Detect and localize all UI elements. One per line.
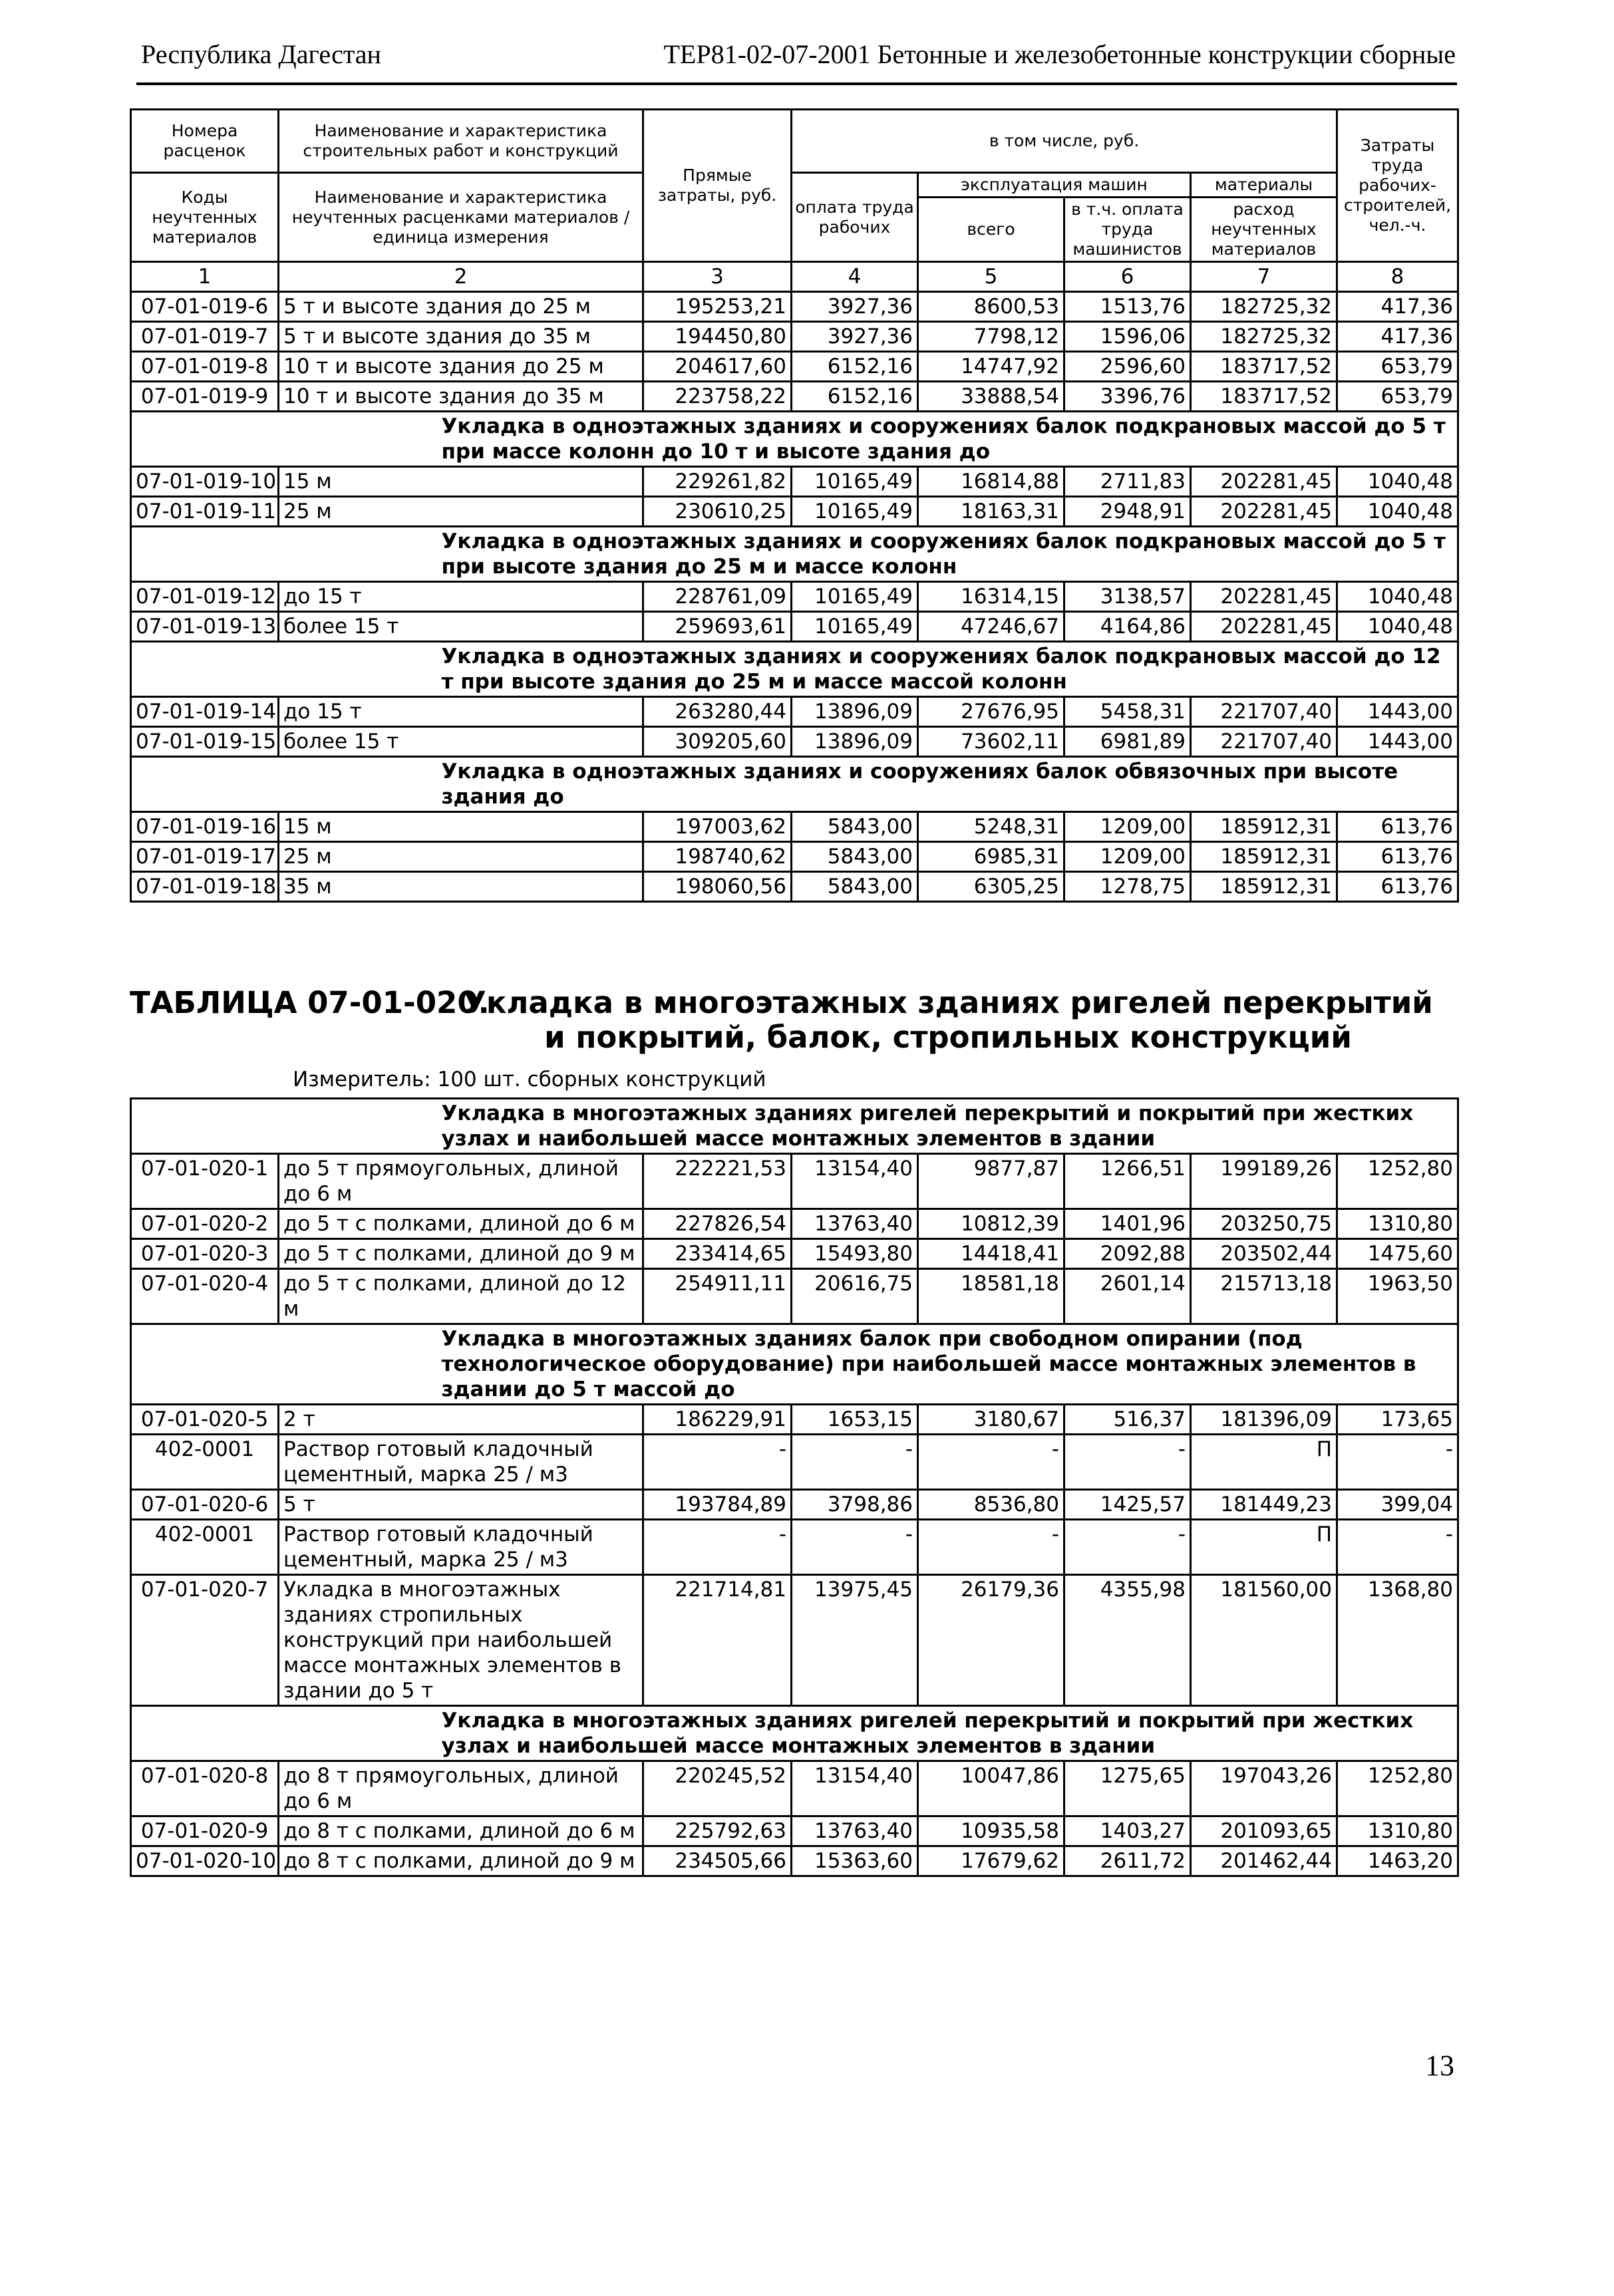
table-cell: 1596,06 [1064,322,1191,352]
table-cell: 1278,75 [1064,872,1191,902]
table-cell: 5 т и высоте здания до 25 м [279,292,643,322]
table-cell: 181396,09 [1191,1405,1337,1435]
section-heading-row [131,1324,1458,1405]
table-cell: 14747,92 [918,352,1064,382]
table-row [131,1405,1458,1435]
table-cell: 4355,98 [1064,1575,1191,1706]
table-cell: 2 т [279,1405,643,1435]
table-cell [131,642,279,697]
table-label: ТАБЛИЦА 07-01-020. [130,985,490,1020]
table-cell: 16314,15 [918,582,1064,612]
table-row [131,872,1458,902]
table-cell: 1368,80 [1337,1575,1458,1706]
table-cell: 5843,00 [792,842,918,872]
table-row [131,292,1458,322]
table-row [131,322,1458,352]
table-cell: более 15 т [279,612,643,642]
table-row [131,1520,1458,1575]
table-cell: 181560,00 [1191,1575,1337,1706]
table-cell: 182725,32 [1191,322,1337,352]
table-cell: 263280,44 [643,697,792,727]
table-cell: - [1337,1520,1458,1575]
table-cell: 25 м [279,497,643,527]
table-cell: 417,36 [1337,292,1458,322]
table-cell: 10165,49 [792,612,918,642]
table-row [131,1490,1458,1520]
table-cell: 3 [643,262,792,292]
table-cell: 399,04 [1337,1490,1458,1520]
table-cell: 6152,16 [792,382,918,412]
table-cell: 185912,31 [1191,842,1337,872]
table-cell: 194450,80 [643,322,792,352]
table-cell: материалы [1191,173,1337,198]
header-divider [136,82,1457,85]
table-cell: 07-01-019-11 [131,497,279,527]
table-cell: 3180,67 [918,1405,1064,1435]
table-cell: 27676,95 [918,697,1064,727]
table-cell: 1252,80 [1337,1154,1458,1209]
header-row [131,110,1458,173]
table-cell: 07-01-020-1 [131,1154,279,1209]
table-cell: П [1191,1520,1337,1575]
table-cell: Укладка в многоэтажных зданиях стропильных конструкций при наибольшей массе монтажных элементов в здании до 5 т [279,1575,643,1706]
table-cell: 193784,89 [643,1490,792,1520]
table-cell: - [643,1435,792,1490]
table-cell: 198740,62 [643,842,792,872]
table-cell: 1475,60 [1337,1239,1458,1269]
table-cell: 613,76 [1337,842,1458,872]
table-cell: 198060,56 [643,872,792,902]
table-row [131,582,1458,612]
table-cell: 1401,96 [1064,1209,1191,1239]
table-cell: 07-01-020-6 [131,1490,279,1520]
section-heading-row [131,642,1458,697]
table-cell: 15 м [279,812,643,842]
table-row [131,812,1458,842]
table-cell: 1310,80 [1337,1209,1458,1239]
table-cell: 07-01-019-17 [131,842,279,872]
table-cell [131,412,279,467]
table-cell: 10812,39 [918,1209,1064,1239]
table-cell: 07-01-019-6 [131,292,279,322]
table-cell: 3396,76 [1064,382,1191,412]
table-cell: 2948,91 [1064,497,1191,527]
table-cell: 07-01-019-9 [131,382,279,412]
table-cell: 1275,65 [1064,1761,1191,1816]
table-cell: 5458,31 [1064,697,1191,727]
table-cell: 33888,54 [918,382,1064,412]
table-cell: 202281,45 [1191,582,1337,612]
header-row [131,173,1458,198]
header-region: Республика Дагестан [141,39,381,69]
table-cell: 13975,45 [792,1575,918,1706]
table-cell: Раствор готовый кладочный цементный, марка 25 / м3 [279,1435,643,1490]
table-cell: 1040,48 [1337,497,1458,527]
table-cell: 2 [279,262,643,292]
header-document-title: ТЕР81-02-07-2001 Бетонные и железобетонные конструкции сборные [663,39,1456,69]
table-cell: 47246,67 [918,612,1064,642]
table-cell: Номера расценок [131,110,279,173]
table-cell: 8600,53 [918,292,1064,322]
table-cell [131,1324,279,1405]
table-cell: 183717,52 [1191,352,1337,382]
table-cell: 220245,52 [643,1761,792,1816]
table-cell: 10047,86 [918,1761,1064,1816]
table-cell: 5 т [279,1490,643,1520]
table-cell: Затраты труда рабочих-строителей, чел.-ч. [1337,110,1458,262]
table-cell: 07-01-019-13 [131,612,279,642]
table-cell: 15363,60 [792,1846,918,1876]
page-number: 13 [1425,2049,1454,2082]
measure-unit: Измеритель: 100 шт. сборных конструкций [293,1068,766,1091]
table-cell: 18163,31 [918,497,1064,527]
section-heading-row [131,757,1458,812]
table-cell: 227826,54 [643,1209,792,1239]
table-cell: 07-01-019-12 [131,582,279,612]
table-cell: 234505,66 [643,1846,792,1876]
table-cell: 07-01-019-10 [131,467,279,497]
table-cell [131,757,279,812]
table-row [131,1209,1458,1239]
table-cell: 613,76 [1337,812,1458,842]
section-heading-row [131,1706,1458,1761]
table-cell: 613,76 [1337,872,1458,902]
table-cell: 3927,36 [792,292,918,322]
table-cell: до 5 т с полками, длиной до 6 м [279,1209,643,1239]
table-cell: 222221,53 [643,1154,792,1209]
table-cell: расход неучтенных материалов [1191,198,1337,262]
table-cell: Прямые затраты, руб. [643,110,792,262]
table-cell: 1443,00 [1337,727,1458,757]
table-cell: 07-01-019-15 [131,727,279,757]
table-cell: 221714,81 [643,1575,792,1706]
table-cell: 4 [792,262,918,292]
table-cell: 13896,09 [792,697,918,727]
section-heading: Укладка в многоэтажных зданиях ригелей перекрытий и покрытий при жестких узлах и наибольшей массе монтажных элементов в здании [279,1099,1458,1154]
table-cell: до 8 т прямоугольных, длиной до 6 м [279,1761,643,1816]
table-cell: 7798,12 [918,322,1064,352]
table-cell: 221707,40 [1191,727,1337,757]
table-cell: 1040,48 [1337,582,1458,612]
table-title: Укладка в многоэтажных зданиях ригелей перекрытий и покрытий, балок, стропильных конструкций [463,985,1433,1055]
table-cell: 2601,14 [1064,1269,1191,1324]
table-cell: 1040,48 [1337,612,1458,642]
table-row [131,1239,1458,1269]
table-cell: 07-01-020-2 [131,1209,279,1239]
table-cell: 5843,00 [792,872,918,902]
table-cell: 202281,45 [1191,612,1337,642]
table-cell: 6981,89 [1064,727,1191,757]
table-row [131,1816,1458,1846]
table-row [131,382,1458,412]
table-cell: 25 м [279,842,643,872]
table-cell: 1310,80 [1337,1816,1458,1846]
table-cell: в т.ч. оплата труда машинистов [1064,198,1191,262]
table-cell: 402-0001 [131,1435,279,1490]
section-heading: Укладка в одноэтажных зданиях и сооружениях балок обвязочных при высоте здания до [279,757,1458,812]
table-cell: 15 м [279,467,643,497]
table-cell: 221707,40 [1191,697,1337,727]
table-cell: 2711,83 [1064,467,1191,497]
table-cell: 07-01-019-7 [131,322,279,352]
table-cell: до 5 т прямоугольных, длиной до 6 м [279,1154,643,1209]
table-cell: до 8 т с полками, длиной до 9 м [279,1846,643,1876]
table-cell: 3798,86 [792,1490,918,1520]
table-row [131,697,1458,727]
table-cell: 183717,52 [1191,382,1337,412]
table-cell: - [1064,1435,1191,1490]
table-cell: 07-01-019-8 [131,352,279,382]
table-cell: 07-01-020-5 [131,1405,279,1435]
table-cell: 1040,48 [1337,467,1458,497]
section-heading: Укладка в одноэтажных зданиях и сооружениях балок подкрановых массой до 5 т при массе колонн до 10 т и высоте здания до [279,412,1458,467]
table-row [131,352,1458,382]
table-cell: 203250,75 [1191,1209,1337,1239]
section-heading: Укладка в одноэтажных зданиях и сооружениях балок подкрановых массой до 5 т при высоте здания до 25 м и массе колонн [279,527,1458,582]
table-cell: 1 [131,262,279,292]
section-heading-row [131,1099,1458,1154]
rates-table-019 [130,108,1459,903]
table-cell: 07-01-019-16 [131,812,279,842]
table-cell: Наименование и характеристика строительных работ и конструкций [279,110,643,173]
table-cell: 259693,61 [643,612,792,642]
table-cell: - [1337,1435,1458,1490]
table-cell: 07-01-019-18 [131,872,279,902]
table-cell: 1266,51 [1064,1154,1191,1209]
table-cell: 417,36 [1337,322,1458,352]
table-cell: Наименование и характеристика неучтенных расценками материалов / единица измерения [279,173,643,262]
table-cell: 653,79 [1337,352,1458,382]
table-cell: 1209,00 [1064,812,1191,842]
table-cell: 20616,75 [792,1269,918,1324]
table-cell: 182725,32 [1191,292,1337,322]
table-row [131,467,1458,497]
table-cell: 402-0001 [131,1520,279,1575]
table-cell: 228761,09 [643,582,792,612]
table-cell: 229261,82 [643,467,792,497]
table-cell: 309205,60 [643,727,792,757]
table-cell: 197043,26 [1191,1761,1337,1816]
table-cell: 233414,65 [643,1239,792,1269]
table-cell: 185912,31 [1191,872,1337,902]
table-cell: 199189,26 [1191,1154,1337,1209]
table-cell: 223758,22 [643,382,792,412]
table-cell: эксплуатация машин [918,173,1191,198]
table-row [131,1575,1458,1706]
table-cell: 6152,16 [792,352,918,382]
table-cell: всего [918,198,1064,262]
table-cell: 186229,91 [643,1405,792,1435]
table-cell: 2596,60 [1064,352,1191,382]
table-cell: 195253,21 [643,292,792,322]
table-row [131,1846,1458,1876]
table-cell: 07-01-020-9 [131,1816,279,1846]
table-cell: 5 т и высоте здания до 35 м [279,322,643,352]
section-heading: Укладка в многоэтажных зданиях балок при свободном опирании (под технологическое оборудование) при наибольшей массе монтажных элементов в здании до 5 т массой до [279,1324,1458,1405]
table-cell: 13896,09 [792,727,918,757]
table-cell: 5248,31 [918,812,1064,842]
table-cell: 204617,60 [643,352,792,382]
table-cell: 3927,36 [792,322,918,352]
table-cell: 201462,44 [1191,1846,1337,1876]
table-cell: 10 т и высоте здания до 25 м [279,352,643,382]
table-cell: 73602,11 [918,727,1064,757]
table-cell: 10935,58 [918,1816,1064,1846]
table-cell: оплата труда рабочих [792,173,918,262]
table-cell: - [1064,1520,1191,1575]
table-cell: 5 [918,262,1064,292]
table-cell: до 15 т [279,697,643,727]
table-cell: 17679,62 [918,1846,1064,1876]
table-row [131,1154,1458,1209]
table-cell: 173,65 [1337,1405,1458,1435]
table-cell: 07-01-020-4 [131,1269,279,1324]
table-cell: 1252,80 [1337,1761,1458,1816]
table-cell: 13154,40 [792,1154,918,1209]
table-cell: 10165,49 [792,582,918,612]
table-cell: 07-01-019-14 [131,697,279,727]
table-cell: П [1191,1435,1337,1490]
table-cell: 1513,76 [1064,292,1191,322]
table-cell: 26179,36 [918,1575,1064,1706]
table-row [131,612,1458,642]
table-cell: - [792,1520,918,1575]
table-cell: 516,37 [1064,1405,1191,1435]
table-cell: 07-01-020-7 [131,1575,279,1706]
table-row [131,842,1458,872]
table-cell: 6305,25 [918,872,1064,902]
table-cell: 215713,18 [1191,1269,1337,1324]
table-cell: 653,79 [1337,382,1458,412]
table-row [131,1761,1458,1816]
table-cell: 185912,31 [1191,812,1337,842]
table-cell: 1963,50 [1337,1269,1458,1324]
table-cell: 1209,00 [1064,842,1191,872]
table-cell: 203502,44 [1191,1239,1337,1269]
table-cell: 181449,23 [1191,1490,1337,1520]
table-cell: 07-01-020-8 [131,1761,279,1816]
table-cell: 230610,25 [643,497,792,527]
table-cell: 1443,00 [1337,697,1458,727]
table-cell: 13763,40 [792,1816,918,1846]
table-cell: Коды неучтенных материалов [131,173,279,262]
rates-table-020 [130,1097,1459,1877]
table-cell: 197003,62 [643,812,792,842]
section-heading-row [131,412,1458,467]
table-cell: 2611,72 [1064,1846,1191,1876]
table-cell [131,1099,279,1154]
table-cell: - [792,1435,918,1490]
table-cell: 1463,20 [1337,1846,1458,1876]
table-cell: до 15 т [279,582,643,612]
table-cell: 2092,88 [1064,1239,1191,1269]
table-cell: 16814,88 [918,467,1064,497]
table-cell: 202281,45 [1191,497,1337,527]
table-cell: 8 [1337,262,1458,292]
table-row [131,1269,1458,1324]
table-cell [131,1706,279,1761]
table-cell: 8536,80 [918,1490,1064,1520]
table-cell: до 5 т с полками, длиной до 12 м [279,1269,643,1324]
table-cell: 13154,40 [792,1761,918,1816]
table-cell: 14418,41 [918,1239,1064,1269]
table-cell: 13763,40 [792,1209,918,1239]
section-heading: Укладка в многоэтажных зданиях ригелей перекрытий и покрытий при жестких узлах и наибольшей массе монтажных элементов в здании [279,1706,1458,1761]
table-cell: 1425,57 [1064,1490,1191,1520]
table-cell: 35 м [279,872,643,902]
section-heading: Укладка в одноэтажных зданиях и сооружениях балок подкрановых массой до 12 т при высоте здания до 25 м и массе массой колонн [279,642,1458,697]
table-cell: до 5 т с полками, длиной до 9 м [279,1239,643,1269]
column-number-row [131,262,1458,292]
table-cell: 254911,11 [643,1269,792,1324]
table-cell: 5843,00 [792,812,918,842]
table-row [131,727,1458,757]
table-cell: - [643,1520,792,1575]
table-cell: 1653,15 [792,1405,918,1435]
table-cell [131,527,279,582]
table-cell: 7 [1191,262,1337,292]
table-cell: более 15 т [279,727,643,757]
table-cell: - [918,1435,1064,1490]
table-cell: 15493,80 [792,1239,918,1269]
table-cell: 6 [1064,262,1191,292]
table-cell: 9877,87 [918,1154,1064,1209]
table-cell: 10 т и высоте здания до 35 м [279,382,643,412]
table-cell: Раствор готовый кладочный цементный, марка 25 / м3 [279,1520,643,1575]
table-cell: 3138,57 [1064,582,1191,612]
table-row [131,497,1458,527]
table-cell: 201093,65 [1191,1816,1337,1846]
table-cell: 225792,63 [643,1816,792,1846]
table-cell: - [918,1520,1064,1575]
table-cell: 202281,45 [1191,467,1337,497]
table-cell: 1403,27 [1064,1816,1191,1846]
table-cell: 07-01-020-3 [131,1239,279,1269]
table-cell: 4164,86 [1064,612,1191,642]
table-cell: до 8 т с полками, длиной до 6 м [279,1816,643,1846]
table-row [131,1435,1458,1490]
section-heading-row [131,527,1458,582]
table-cell: 18581,18 [918,1269,1064,1324]
table-cell: 07-01-020-10 [131,1846,279,1876]
table-cell: 10165,49 [792,467,918,497]
table-cell: 10165,49 [792,497,918,527]
table-cell: 6985,31 [918,842,1064,872]
table-cell: в том числе, руб. [792,110,1337,173]
